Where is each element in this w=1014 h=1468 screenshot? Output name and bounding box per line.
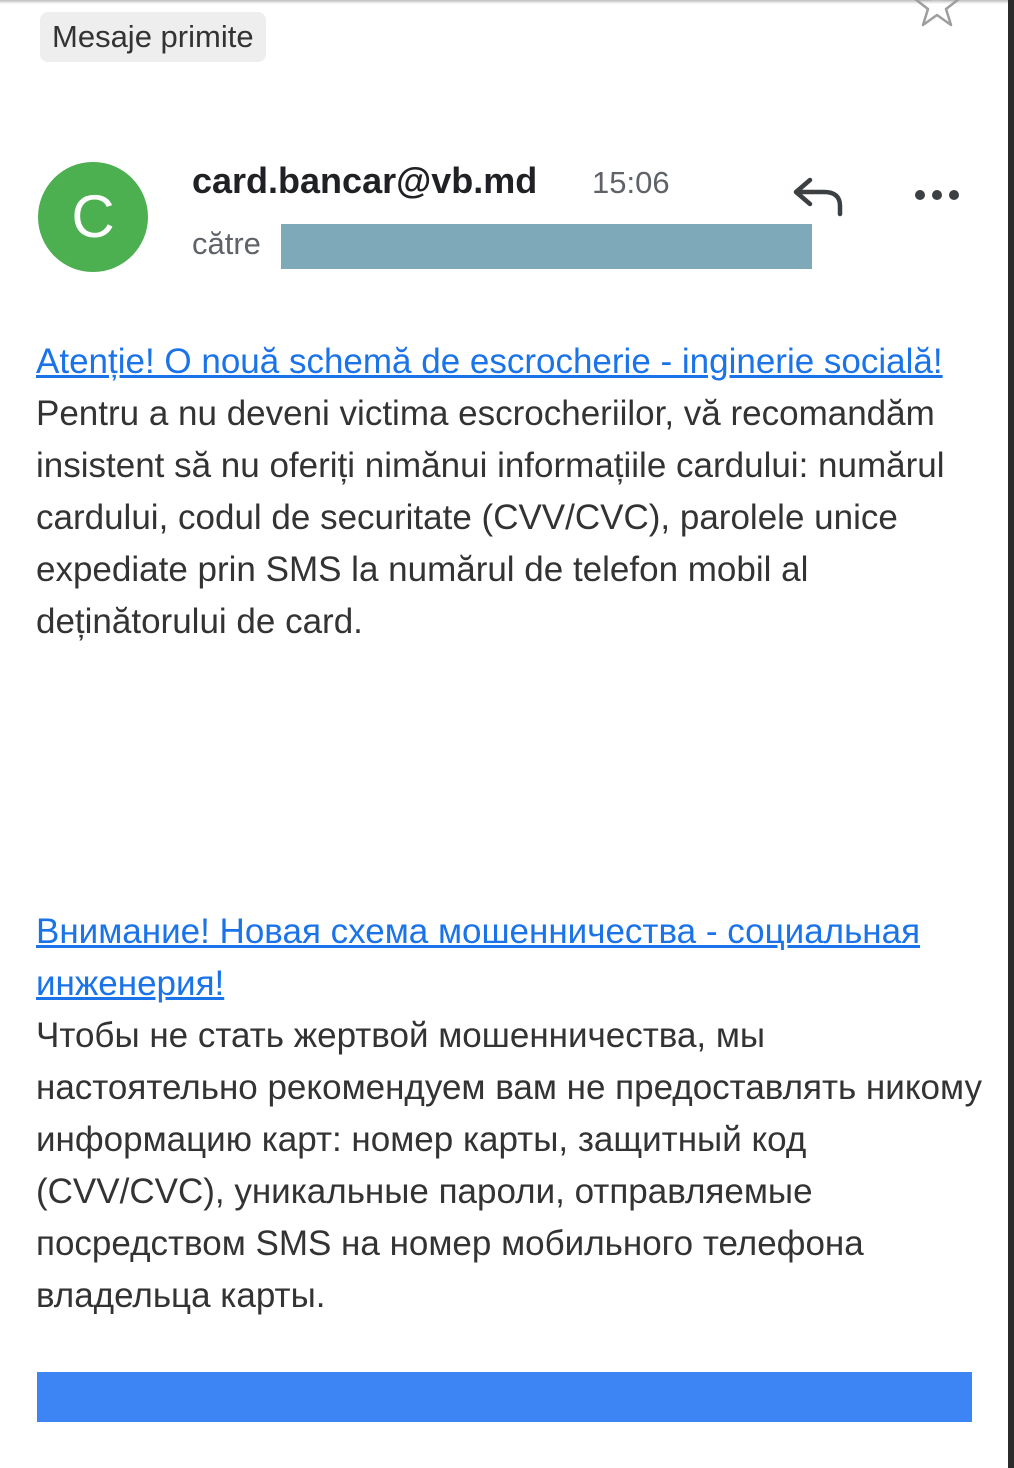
sender-avatar[interactable]: C [38, 162, 148, 272]
message-romanian [36, 336, 986, 648]
bottom-redaction [37, 1372, 972, 1422]
sender-address[interactable]: card.bancar@vb.md [192, 160, 538, 201]
recipient-redaction [281, 224, 812, 269]
message-body-ro: Pentru a nu deveni victima escrocheriilor, vă recomandăm insistent să nu oferiți nimănui informațiile cardului: numărul cardului, codul de securitate (CVV/CVC), parolele unice expediate prin SMS la numărul de telefon mobil al deținătorului de card. [36, 394, 945, 641]
reply-icon[interactable] [790, 172, 848, 220]
screen-right-edge [1008, 0, 1014, 1468]
message-body-ru: Чтобы не стать жертвой мошенничества, мы настоятельно рекомендуем вам не предоставлять никому информацию карт: номер карты, защитный код (CVV/CVC), уникальные пароли, отправляемые посредством SMS на номер мобильного телефона владельца карты. [36, 1016, 982, 1315]
more-options-icon[interactable] [912, 186, 962, 204]
scam-alert-link-ro[interactable]: Atenție! O nouă schemă de escrocherie - inginerie socială! [36, 342, 943, 381]
inbox-label-chip[interactable]: Mesaje primite [40, 12, 266, 62]
screen-top-edge [0, 0, 1014, 4]
email-time: 15:06 [592, 165, 670, 200]
message-russian [36, 906, 986, 1322]
scam-alert-link-ru[interactable]: Внимание! Новая схема мошенничества - социальная инженерия! [36, 912, 921, 1003]
recipient-label: către [192, 226, 261, 261]
star-icon[interactable] [912, 0, 962, 30]
